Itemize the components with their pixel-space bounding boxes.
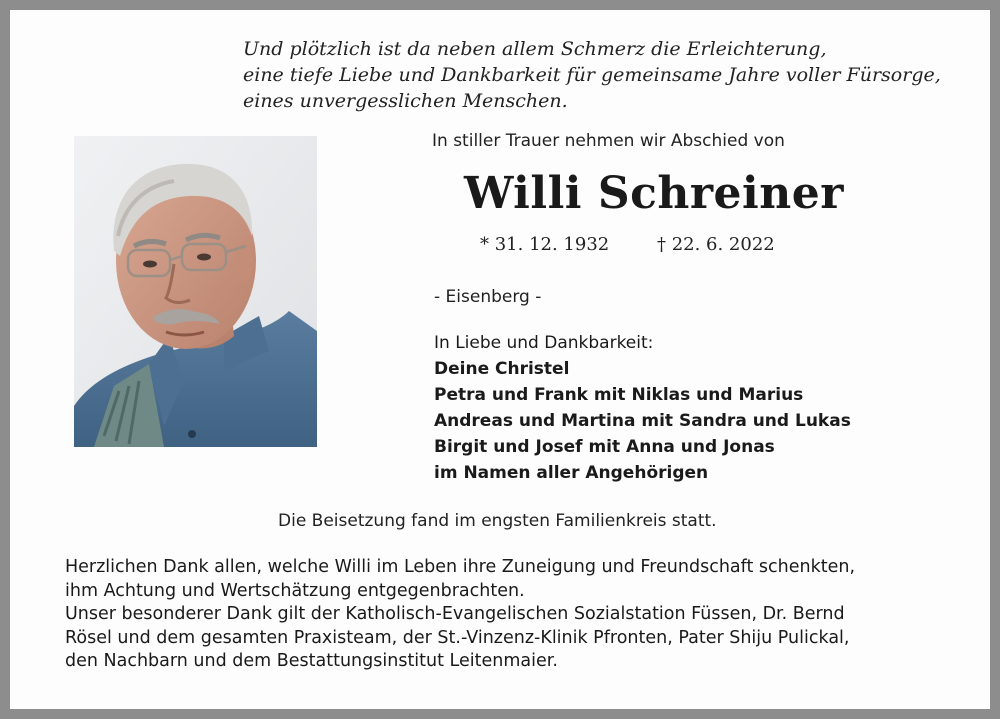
mourner-entry: Birgit und Josef mit Anna und Jonas: [434, 437, 775, 457]
obituary-card: [10, 10, 990, 709]
death-date: † 22. 6. 2022: [656, 234, 775, 255]
mourner-entry: Deine Christel: [434, 359, 570, 379]
life-dates: [480, 234, 817, 255]
mourner-entry: im Namen aller Angehörigen: [434, 463, 709, 483]
quote-line: Und plötzlich ist da neben allem Schmerz die Erleichterung,: [243, 38, 827, 60]
thanks-line: ihm Achtung und Wertschätzung entgegenbrachten.: [65, 580, 525, 601]
memorial-quote: [243, 36, 963, 114]
deceased-name: Willi Schreiner: [464, 168, 844, 219]
mourners-list: [434, 330, 851, 486]
thanks-line: den Nachbarn und dem Bestattungsinstitut Leitenmaier.: [65, 651, 558, 671]
burial-note: Die Beisetzung fand im engsten Familienkreis statt.: [278, 511, 717, 531]
thanks-line: Herzlichen Dank allen, welche Willi im Leben ihre Zuneigung und Freundschaft schenkten,: [65, 557, 856, 577]
mourner-entry: Andreas und Martina mit Sandra und Lukas: [434, 411, 851, 431]
quote-line: eine tiefe Liebe und Dankbarkeit für gemeinsame Jahre voller Fürsorge,: [243, 64, 941, 86]
birth-date: * 31. 12. 1932: [480, 234, 610, 255]
hometown: - Eisenberg -: [434, 287, 542, 307]
mourners-heading: In Liebe und Dankbarkeit:: [434, 333, 654, 353]
portrait-photo: [74, 136, 317, 447]
mourner-entry: Petra und Frank mit Niklas und Marius: [434, 385, 804, 405]
thanks-line: Unser besonderer Dank gilt der Katholisch-Evangelischen Sozialstation Füssen, Dr. Bernd: [65, 604, 845, 624]
quote-line: eines unvergesslichen Menschen.: [243, 90, 568, 112]
thanks-line: Rösel und dem gesamten Praxisteam, der St.-Vinzenz-Klinik Pfronten, Pater Shiju Pulickal,: [65, 627, 850, 648]
farewell-intro: In stiller Trauer nehmen wir Abschied von: [432, 131, 785, 151]
thanks-paragraph: [65, 556, 965, 674]
